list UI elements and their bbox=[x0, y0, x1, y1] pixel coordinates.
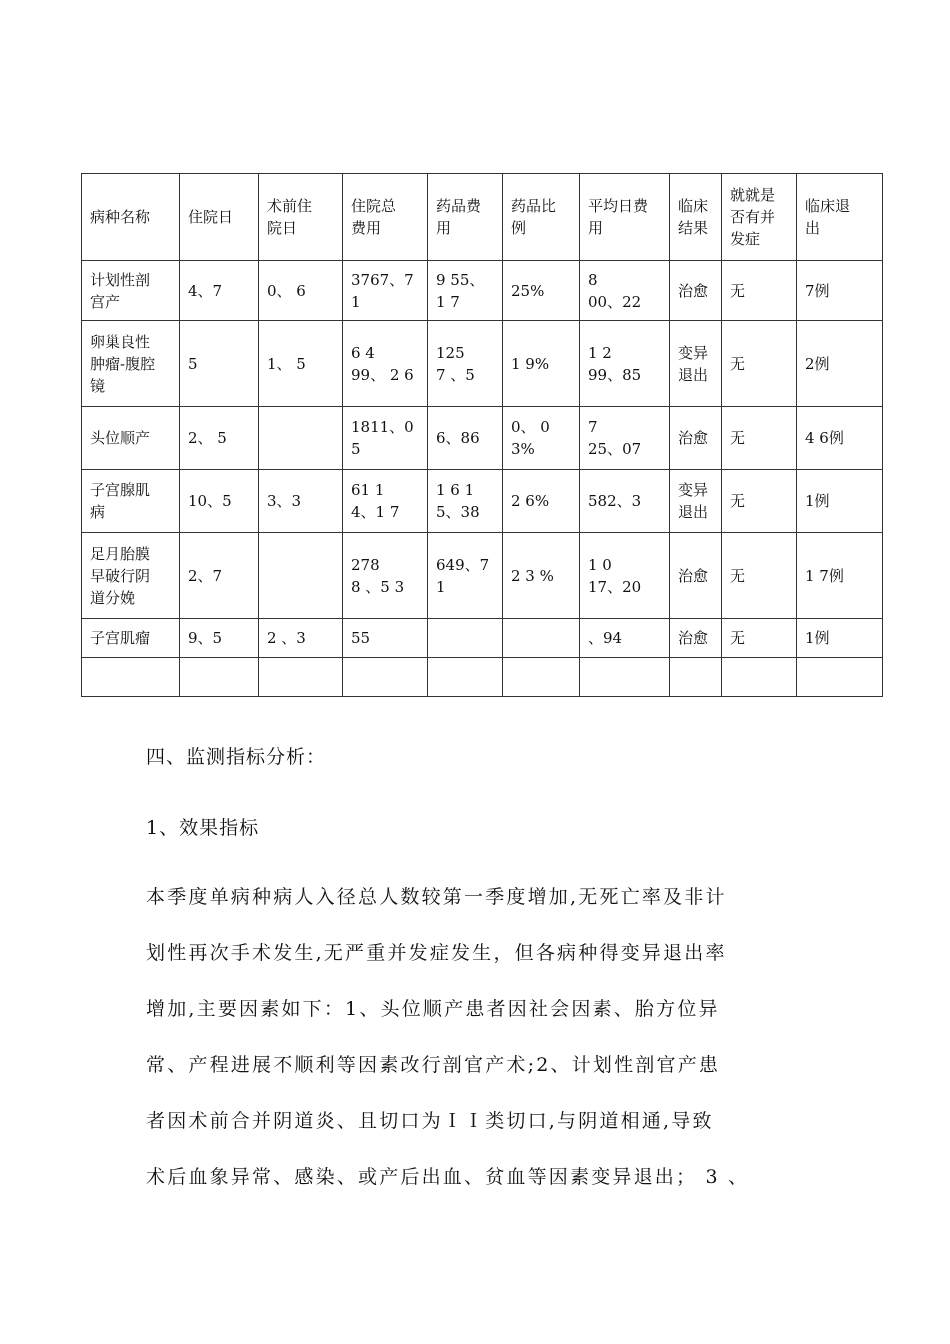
header-cell: 临床 结果 bbox=[670, 174, 722, 261]
table-cell: 5 bbox=[180, 321, 259, 407]
table-cell: 卵巢良性 肿瘤-腹腔 镜 bbox=[82, 321, 180, 407]
table-cell bbox=[259, 533, 343, 619]
paragraph-line: 常、产程进展不顺利等因素改行剖官产术;2、计划性剖官产患 bbox=[146, 1054, 721, 1076]
table-cell bbox=[180, 658, 259, 697]
table-cell: 3、3 bbox=[259, 470, 343, 533]
table-cell: 9、5 bbox=[180, 619, 259, 658]
table-cell: 6、86 bbox=[428, 407, 503, 470]
table-row bbox=[82, 261, 883, 321]
header-cell: 术前住 院日 bbox=[259, 174, 343, 261]
table-cell bbox=[797, 658, 883, 697]
table-cell bbox=[82, 658, 180, 697]
table-cell bbox=[259, 407, 343, 470]
paragraph-line: 划性再次手术发生,无严重并发症发生，但各病种得变异退出率 bbox=[146, 942, 727, 964]
header-cell: 药品比 例 bbox=[503, 174, 580, 261]
table-row bbox=[82, 321, 883, 407]
table-cell: 3767、7 1 bbox=[343, 261, 428, 321]
table-cell: 4、7 bbox=[180, 261, 259, 321]
table-cell: 子宫腺肌 病 bbox=[82, 470, 180, 533]
table-cell: 8 00、22 bbox=[580, 261, 670, 321]
table-cell: 125 7 、5 bbox=[428, 321, 503, 407]
table-cell bbox=[503, 658, 580, 697]
table-cell: 治愈 bbox=[670, 407, 722, 470]
table-cell: 1、 5 bbox=[259, 321, 343, 407]
table-cell: 1例 bbox=[797, 619, 883, 658]
header-cell: 病种名称 bbox=[82, 174, 180, 261]
paragraph-line: 本季度单病种病人入径总人数较第一季度增加,无死亡率及非计 bbox=[146, 886, 727, 908]
table-cell: 2、7 bbox=[180, 533, 259, 619]
table-cell bbox=[580, 658, 670, 697]
table-cell: 1 2 99、85 bbox=[580, 321, 670, 407]
table-cell: 2、 5 bbox=[180, 407, 259, 470]
paragraph-line: 者因术前合并阴道炎、且切口为ＩＩ类切口,与阴道相通,导致 bbox=[146, 1110, 714, 1132]
table-cell: 治愈 bbox=[670, 533, 722, 619]
table-cell: 无 bbox=[722, 321, 797, 407]
analysis-paragraph bbox=[146, 869, 836, 1205]
table-cell: 6 4 99、 2 6 bbox=[343, 321, 428, 407]
table-cell: 7 25、07 bbox=[580, 407, 670, 470]
table-cell: 61 1 4、1 7 bbox=[343, 470, 428, 533]
header-cell: 药品费 用 bbox=[428, 174, 503, 261]
table-row bbox=[82, 533, 883, 619]
table-cell: 25% bbox=[503, 261, 580, 321]
table-cell: 55 bbox=[343, 619, 428, 658]
table-cell: 无 bbox=[722, 407, 797, 470]
table-cell: 无 bbox=[722, 533, 797, 619]
table-cell: 2例 bbox=[797, 321, 883, 407]
table-cell: 头位顺产 bbox=[82, 407, 180, 470]
table-cell: 0、 6 bbox=[259, 261, 343, 321]
table-cell: 4 6例 bbox=[797, 407, 883, 470]
table-cell: 278 8 、5 3 bbox=[343, 533, 428, 619]
table-cell: 1 9% bbox=[503, 321, 580, 407]
table-cell bbox=[722, 658, 797, 697]
table-header-row bbox=[82, 174, 883, 261]
table-row bbox=[82, 407, 883, 470]
table-cell: 10、5 bbox=[180, 470, 259, 533]
paragraph-line: 术后血象异常、感染、或产后出血、贫血等因素变异退出； 3 、 bbox=[146, 1166, 750, 1188]
subsection-heading: 1、效果指标 bbox=[146, 817, 260, 839]
table-cell: 计划性剖 宫产 bbox=[82, 261, 180, 321]
table-cell: 2 、3 bbox=[259, 619, 343, 658]
header-cell: 住院总 费用 bbox=[343, 174, 428, 261]
table-cell: 0、 0 3% bbox=[503, 407, 580, 470]
section-heading: 四、监测指标分析： bbox=[146, 746, 327, 768]
statistics-table bbox=[81, 173, 883, 697]
table-cell: 1811、0 5 bbox=[343, 407, 428, 470]
header-cell: 平均日费 用 bbox=[580, 174, 670, 261]
header-cell: 临床退 出 bbox=[797, 174, 883, 261]
table-cell: 649、7 1 bbox=[428, 533, 503, 619]
table-cell: 无 bbox=[722, 619, 797, 658]
table-cell: 变异 退出 bbox=[670, 321, 722, 407]
paragraph-line: 增加,主要因素如下：1、头位顺产患者因社会因素、胎方位异 bbox=[146, 998, 720, 1020]
table-cell: 2 6% bbox=[503, 470, 580, 533]
table-cell: 子宫肌瘤 bbox=[82, 619, 180, 658]
table-cell: 无 bbox=[722, 470, 797, 533]
header-cell: 就就是 否有并 发症 bbox=[722, 174, 797, 261]
table-cell: 1 0 17、20 bbox=[580, 533, 670, 619]
table-cell bbox=[428, 658, 503, 697]
table-cell bbox=[503, 619, 580, 658]
table-cell: 1 7例 bbox=[797, 533, 883, 619]
table-row bbox=[82, 619, 883, 658]
table-cell bbox=[259, 658, 343, 697]
table-cell bbox=[428, 619, 503, 658]
table-row bbox=[82, 658, 883, 697]
table-cell: 1 6 1 5、38 bbox=[428, 470, 503, 533]
header-cell: 住院日 bbox=[180, 174, 259, 261]
table-cell: 治愈 bbox=[670, 261, 722, 321]
table-row bbox=[82, 470, 883, 533]
table-cell: 、94 bbox=[580, 619, 670, 658]
table-cell: 无 bbox=[722, 261, 797, 321]
table-cell: 2 3 % bbox=[503, 533, 580, 619]
table-cell bbox=[343, 658, 428, 697]
table-cell bbox=[670, 658, 722, 697]
table-cell: 9 55、 1 7 bbox=[428, 261, 503, 321]
table-cell: 582、3 bbox=[580, 470, 670, 533]
table-cell: 1例 bbox=[797, 470, 883, 533]
table-cell: 7例 bbox=[797, 261, 883, 321]
table-cell: 治愈 bbox=[670, 619, 722, 658]
table-cell: 足月胎膜 早破行阴 道分娩 bbox=[82, 533, 180, 619]
table-cell: 变异 退出 bbox=[670, 470, 722, 533]
